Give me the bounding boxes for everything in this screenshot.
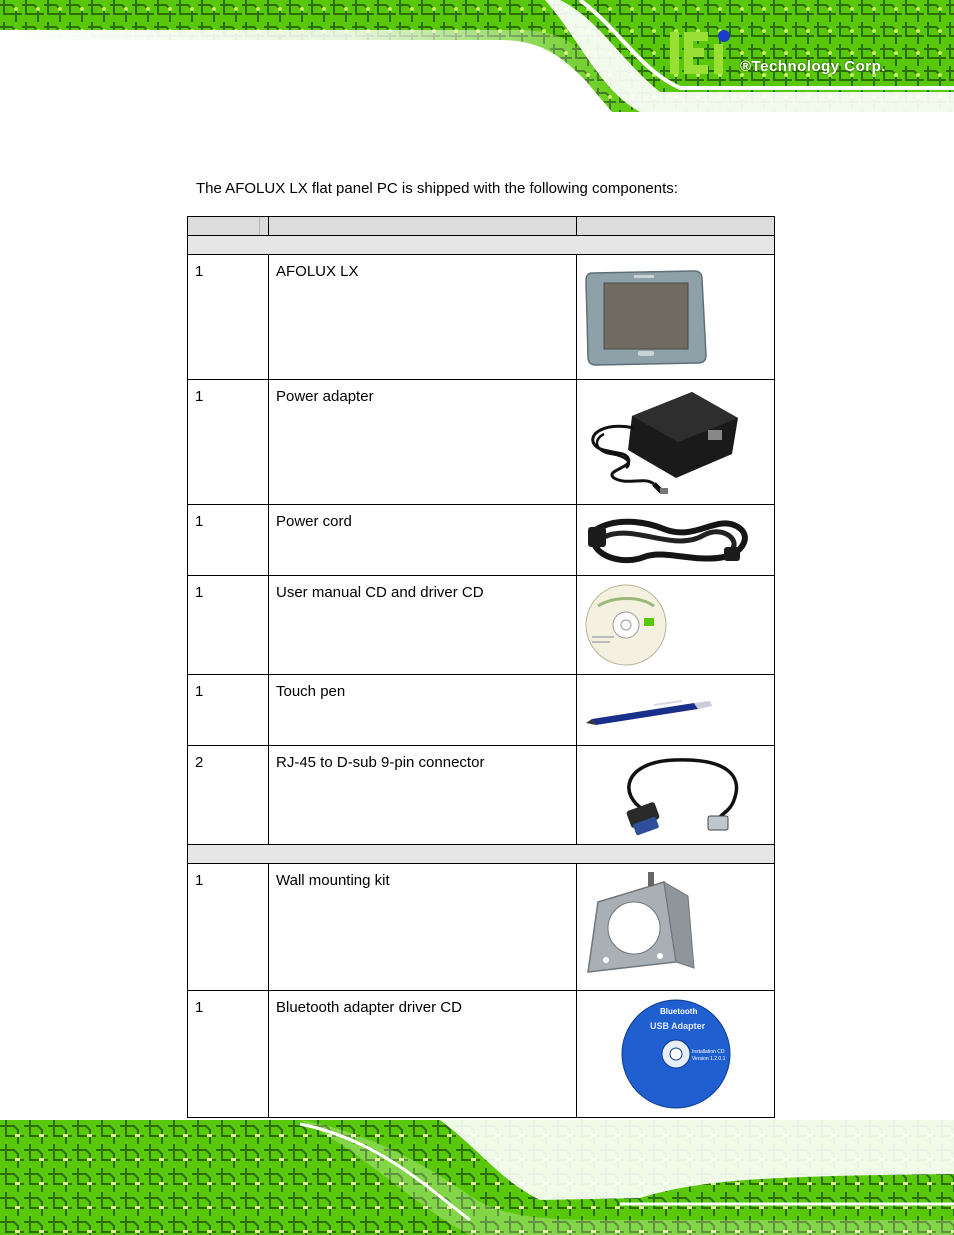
wall-mount-image [584, 872, 769, 982]
intro-text: The AFOLUX LX flat panel PC is shipped with the following components: [196, 180, 678, 197]
row-quantity: 1 [188, 255, 269, 380]
header-quantity [188, 217, 269, 236]
row-quantity: 1 [188, 576, 269, 675]
serial-cable-image [584, 754, 769, 836]
cd-image [584, 584, 769, 666]
row-item: Touch pen [269, 675, 577, 746]
table-row [188, 576, 775, 675]
packing-list-table [187, 216, 775, 1118]
bluetooth-line1: Installation CD [692, 1049, 725, 1055]
table-row [188, 746, 775, 845]
row-item: Wall mounting kit [269, 864, 577, 991]
row-item: AFOLUX LX [269, 255, 577, 380]
row-quantity: 2 [188, 746, 269, 845]
row-quantity: 1 [188, 505, 269, 576]
table-row [188, 991, 775, 1118]
company-name: ®Technology Corp. [740, 58, 886, 75]
header-banner [0, 0, 954, 112]
section-optional [188, 845, 775, 864]
row-item: User manual CD and driver CD [269, 576, 577, 675]
company-logo [670, 30, 730, 74]
row-item: Power cord [269, 505, 577, 576]
row-item: RJ-45 to D-sub 9-pin connector [269, 746, 577, 845]
footer-banner [0, 1120, 954, 1235]
row-quantity: 1 [188, 675, 269, 746]
bluetooth-line2: Version 1.2.0.1 [692, 1056, 726, 1062]
row-item: Power adapter [269, 380, 577, 505]
section-optional-label [188, 845, 775, 864]
table-row [188, 255, 775, 380]
touch-pen-image [584, 683, 769, 737]
power-adapter-image [584, 388, 769, 496]
section-standard [188, 236, 775, 255]
header-image [577, 217, 775, 236]
row-quantity: 1 [188, 864, 269, 991]
bluetooth-brand: Bluetooth [660, 1007, 698, 1016]
table-row [188, 675, 775, 746]
table-row [188, 864, 775, 991]
panel-pc-image [584, 263, 769, 371]
table-header-row [188, 217, 775, 236]
table-row [188, 505, 775, 576]
row-quantity: 1 [188, 991, 269, 1118]
bluetooth-title: USB Adapter [650, 1021, 706, 1031]
section-standard-label [188, 236, 775, 255]
table-row [188, 380, 775, 505]
power-cord-image [584, 513, 769, 567]
row-quantity: 1 [188, 380, 269, 505]
bluetooth-cd-image [584, 999, 769, 1109]
row-item: Bluetooth adapter driver CD [269, 991, 577, 1118]
header-item [269, 217, 577, 236]
